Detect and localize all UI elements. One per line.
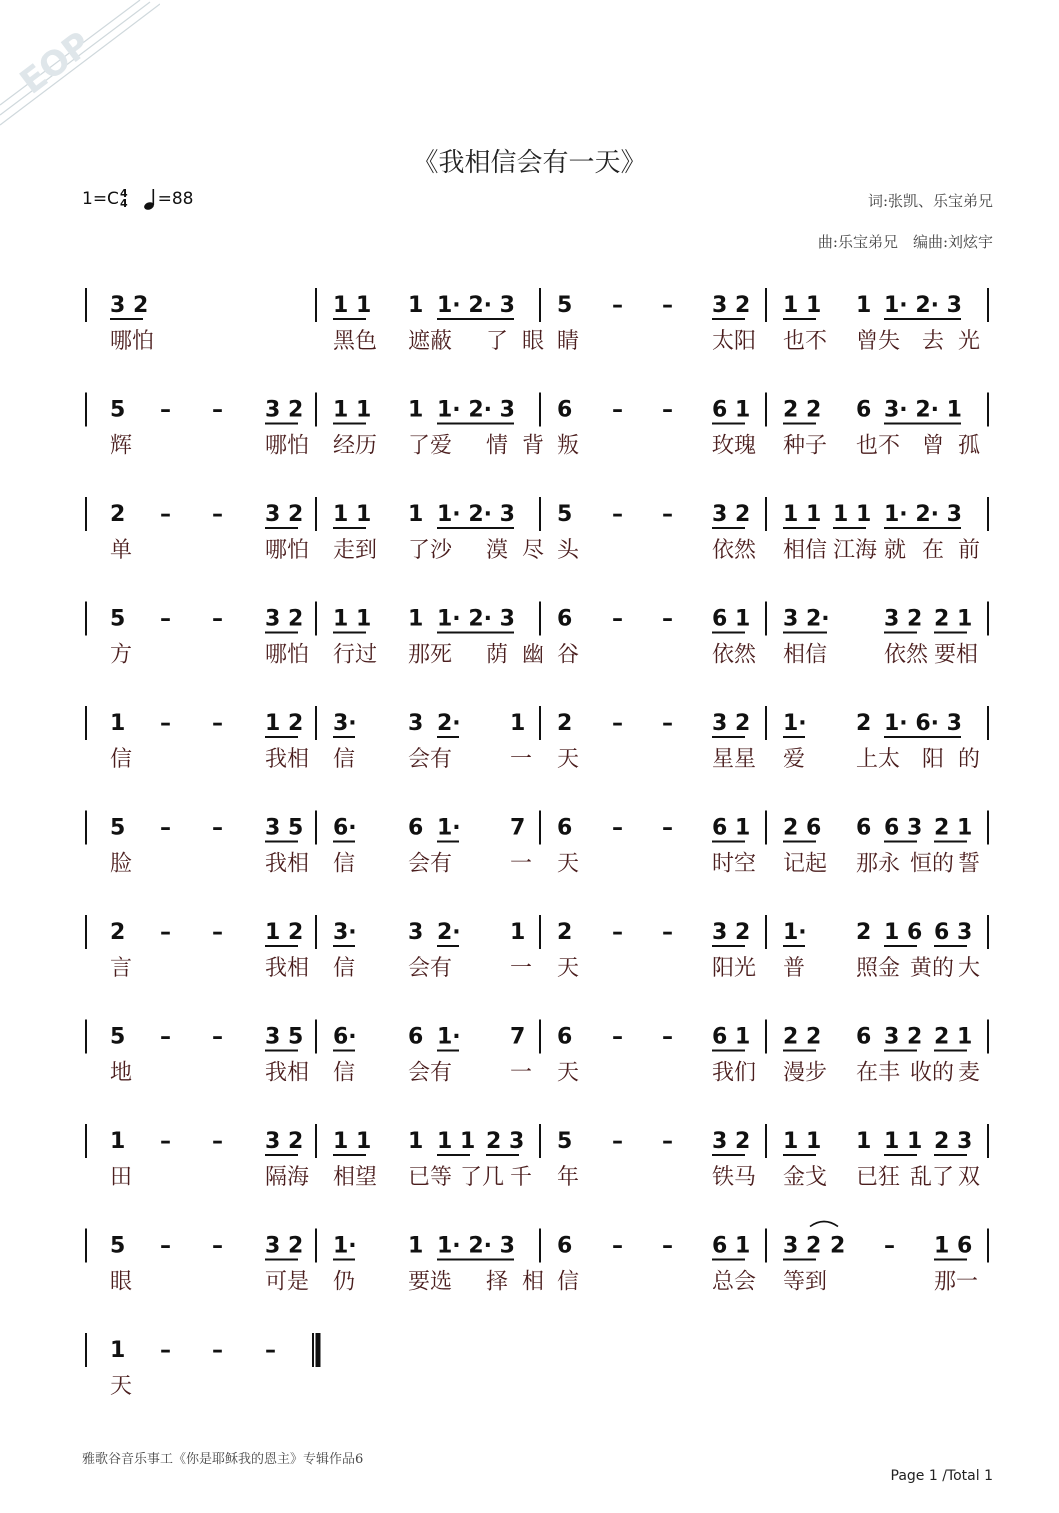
jianpu-note: –: [212, 1129, 223, 1154]
jianpu-note: 2: [557, 711, 573, 736]
jianpu-note: 1 1: [783, 1129, 822, 1154]
lyric-syllable: 隔海: [265, 1165, 310, 1190]
lyric-syllable: 信: [333, 1060, 356, 1086]
lyric-syllable: 我相: [265, 747, 310, 772]
lyric-syllable: 种子: [783, 433, 828, 459]
jianpu-note: –: [612, 711, 623, 736]
lyric-syllable: 信: [557, 1269, 580, 1295]
lyric-syllable: 信: [333, 956, 356, 981]
lyric-syllable: 江海: [833, 538, 878, 563]
jianpu-note: 2 3: [486, 1129, 525, 1154]
jianpu-note: –: [160, 1233, 171, 1259]
jianpu-note: –: [612, 1129, 623, 1154]
jianpu-note: 1: [408, 397, 424, 423]
jianpu-note: 3· 2· 1: [884, 397, 962, 423]
jianpu-note: 6: [408, 815, 424, 841]
lyric-syllable: 一: [510, 956, 533, 981]
lyric-syllable: 大: [958, 956, 981, 981]
lyric-syllable: 玫瑰: [712, 433, 757, 459]
jianpu-note: 3 2: [712, 920, 751, 945]
jianpu-note: –: [265, 1338, 276, 1363]
jianpu-note: 6 1: [712, 606, 751, 632]
jianpu-note: 2: [830, 1233, 846, 1259]
lyric-syllable: 睛: [557, 329, 580, 354]
lyric-syllable: 金戈: [783, 1165, 828, 1190]
lyric-syllable: 地: [110, 1060, 133, 1086]
lyric-syllable: 经历: [333, 433, 378, 459]
lyric-syllable: 我相: [265, 1060, 310, 1086]
lyric-syllable: 要相: [934, 642, 979, 668]
jianpu-note: –: [662, 1024, 673, 1050]
lyric-syllable: 漫步: [783, 1060, 828, 1086]
lyric-syllable: 漠: [486, 538, 509, 563]
jianpu-note: 6·: [333, 1024, 357, 1050]
jianpu-note: 1: [408, 606, 424, 632]
jianpu-note: 2 2: [783, 397, 822, 423]
lyric-syllable: 天: [557, 851, 580, 877]
jianpu-note: –: [612, 1024, 623, 1050]
jianpu-note: 3 2: [265, 606, 304, 632]
jianpu-note: 1·: [333, 1233, 357, 1259]
lyric-syllable: 天: [557, 956, 580, 981]
jianpu-note: 1 1: [833, 502, 872, 527]
lyric-syllable: 黄的: [910, 956, 955, 981]
lyric-syllable: 去: [922, 329, 945, 354]
lyric-syllable: 一: [510, 851, 533, 877]
jianpu-note: 2: [856, 711, 872, 736]
lyric-syllable: 爱: [783, 747, 806, 772]
lyric-syllable: 孤: [958, 433, 981, 459]
jianpu-note: 1 1: [783, 293, 822, 318]
jianpu-note: –: [662, 502, 673, 527]
lyric-syllable: 信: [110, 747, 133, 772]
jianpu-note: 6: [557, 1233, 573, 1259]
jianpu-note: –: [612, 815, 623, 841]
jianpu-note: –: [662, 397, 673, 423]
jianpu-note: –: [160, 711, 171, 736]
jianpu-note: 1·: [437, 1024, 461, 1050]
jianpu-note: 3 2: [712, 1129, 751, 1154]
lyric-syllable: 头: [557, 538, 580, 563]
lyric-syllable: 天: [110, 1374, 133, 1399]
jianpu-note: 3 2: [712, 711, 751, 736]
tie-arc: [810, 1222, 838, 1227]
lyric-syllable: 相: [522, 1269, 545, 1295]
jianpu-note: 1·: [437, 815, 461, 841]
lyric-syllable: 行过: [333, 642, 378, 668]
jianpu-note: 1· 6· 3: [884, 711, 962, 736]
jianpu-note: 1 1: [437, 1129, 476, 1154]
jianpu-note: 2 1: [934, 815, 973, 841]
jianpu-note: 1 1: [333, 397, 372, 423]
jianpu-note: –: [160, 815, 171, 841]
jianpu-note: 5: [110, 1024, 126, 1050]
jianpu-note: –: [884, 1233, 895, 1259]
lyric-syllable: 哪怕: [110, 329, 155, 354]
jianpu-note: –: [212, 711, 223, 736]
lyric-syllable: 荫: [486, 642, 509, 668]
jianpu-note: 1: [856, 1129, 872, 1154]
lyric-syllable: 了沙: [408, 538, 453, 563]
lyric-syllable: 那死: [408, 642, 453, 668]
jianpu-note: –: [612, 920, 623, 945]
jianpu-note: 1 2: [265, 711, 304, 736]
jianpu-note: 1 1: [333, 1129, 372, 1154]
jianpu-note: –: [212, 1024, 223, 1050]
jianpu-note: 1 6: [934, 1233, 973, 1259]
jianpu-note: 6 1: [712, 1233, 751, 1259]
jianpu-note: 2·: [437, 920, 461, 945]
jianpu-note: 1·: [783, 711, 807, 736]
jianpu-note: 1: [408, 502, 424, 527]
jianpu-note: 3 5: [265, 815, 304, 841]
jianpu-note: 6: [557, 1024, 573, 1050]
jianpu-note: 3·: [333, 711, 357, 736]
lyric-syllable: 曾失: [856, 329, 901, 354]
lyric-syllable: 那永: [856, 851, 901, 877]
jianpu-note: 1· 2· 3: [437, 397, 515, 423]
jianpu-note: 6: [856, 815, 872, 841]
jianpu-note: 1: [408, 1233, 424, 1259]
jianpu-note: 1· 2· 3: [884, 502, 962, 527]
lyric-syllable: 普: [783, 956, 806, 981]
jianpu-note: 1: [510, 920, 526, 945]
time-den: 4: [119, 197, 128, 210]
jianpu-note: –: [662, 920, 673, 945]
lyric-syllable: 我相: [265, 851, 310, 877]
lyric-syllable: 叛: [557, 433, 580, 459]
lyric-syllable: 也不: [856, 433, 901, 459]
jianpu-note: 2 1: [934, 1024, 973, 1050]
jianpu-note: 2 3: [934, 1129, 973, 1154]
jianpu-note: 1: [110, 711, 126, 736]
time-num: 4: [119, 187, 128, 200]
lyric-syllable: 方: [110, 642, 133, 668]
jianpu-note: 2: [110, 502, 126, 527]
jianpu-note: –: [160, 1024, 171, 1050]
lyric-syllable: 依然: [884, 642, 929, 668]
lyric-syllable: 也不: [783, 329, 828, 354]
lyric-syllable: 曾: [922, 433, 945, 459]
lyric-syllable: 遮蔽: [408, 329, 453, 354]
jianpu-note: 1: [110, 1338, 126, 1363]
lyric-syllable: 田: [110, 1165, 133, 1190]
lyric-syllable: 一: [510, 747, 533, 772]
lyric-syllable: 我相: [265, 956, 310, 981]
jianpu-note: 5: [110, 606, 126, 632]
lyric-syllable: 眼: [522, 329, 545, 354]
jianpu-note: 3 2: [110, 293, 149, 318]
jianpu-note: 3 2: [265, 502, 304, 527]
jianpu-note: 6 1: [712, 815, 751, 841]
jianpu-note: –: [612, 397, 623, 423]
jianpu-note: 7: [510, 815, 526, 841]
jianpu-note: 3 2: [884, 1024, 923, 1050]
lyric-syllable: 尽: [522, 538, 545, 563]
jianpu-note: –: [160, 606, 171, 632]
lyric-syllable: 脸: [110, 851, 133, 877]
lyric-syllable: 阳光: [712, 956, 757, 981]
lyric-syllable: 了爱: [408, 433, 453, 459]
jianpu-note: 6: [557, 397, 573, 423]
jianpu-note: 1· 2· 3: [884, 293, 962, 318]
jianpu-note: 1· 2· 3: [437, 1233, 515, 1259]
lyric-syllable: 背: [522, 433, 545, 459]
jianpu-note: –: [212, 815, 223, 841]
jianpu-note: 6 1: [712, 397, 751, 423]
jianpu-note: –: [662, 606, 673, 632]
page-number: Page 1 /Total 1: [890, 1468, 993, 1484]
lyric-syllable: 走到: [333, 538, 378, 563]
jianpu-note: 6 3: [884, 815, 923, 841]
watermark-text: EOP: [12, 24, 99, 103]
jianpu-note: –: [160, 397, 171, 423]
lyric-syllable: 千: [510, 1165, 533, 1190]
jianpu-note: 3 2: [712, 293, 751, 318]
composer-credit: 曲:乐宝弟兄 编曲:刘炫宇: [817, 233, 993, 251]
lyric-syllable: 了几: [460, 1165, 505, 1190]
lyric-syllable: 要选: [408, 1269, 453, 1295]
jianpu-note: –: [212, 606, 223, 632]
jianpu-note: 1 1: [333, 606, 372, 632]
jianpu-note: 1 1: [333, 502, 372, 527]
jianpu-note: 1·: [783, 920, 807, 945]
lyric-syllable: 仍: [333, 1269, 356, 1295]
jianpu-note: 3 2: [783, 1233, 822, 1259]
jianpu-note: –: [612, 293, 623, 318]
lyric-syllable: 辉: [110, 433, 133, 459]
album-footer: 雅歌谷音乐事工《你是耶稣我的恩主》专辑作品6: [82, 1452, 364, 1467]
lyric-syllable: 星星: [712, 747, 757, 772]
lyric-syllable: 我们: [712, 1060, 757, 1086]
lyric-syllable: 时空: [712, 851, 757, 877]
lyric-syllable: 照金: [856, 956, 901, 981]
jianpu-note: 6: [856, 397, 872, 423]
jianpu-note: –: [160, 1338, 171, 1363]
lyric-syllable: 谷: [557, 642, 580, 668]
jianpu-note: 6 1: [712, 1024, 751, 1050]
lyric-syllable: 的: [958, 747, 981, 772]
lyric-syllable: 黑色: [333, 329, 378, 354]
jianpu-note: –: [160, 502, 171, 527]
jianpu-note: –: [212, 1233, 223, 1259]
jianpu-note: –: [662, 815, 673, 841]
jianpu-note: 6: [557, 606, 573, 632]
jianpu-note: 2: [856, 920, 872, 945]
jianpu-note: 2 6: [783, 815, 822, 841]
lyric-syllable: 年: [557, 1165, 580, 1190]
jianpu-note: 1 1: [884, 1129, 923, 1154]
jianpu-note: –: [212, 397, 223, 423]
jianpu-note: 5: [110, 815, 126, 841]
jianpu-note: 2 2: [783, 1024, 822, 1050]
lyric-syllable: 信: [333, 851, 356, 877]
jianpu-note: 6·: [333, 815, 357, 841]
lyric-syllable: 已等: [408, 1165, 453, 1190]
jianpu-note: –: [212, 502, 223, 527]
jianpu-note: 3 2: [265, 397, 304, 423]
jianpu-note: 5: [557, 502, 573, 527]
jianpu-note: 6: [856, 1024, 872, 1050]
lyric-syllable: 依然: [712, 642, 757, 668]
lyric-syllable: 相信: [783, 642, 828, 668]
lyric-syllable: 在丰: [856, 1060, 901, 1086]
tempo: =88: [157, 189, 194, 209]
jianpu-note: 2 1: [934, 606, 973, 632]
jianpu-note: 3: [408, 711, 424, 736]
song-title: 《我相信会有一天》: [412, 148, 647, 178]
jianpu-note: 3 2: [712, 502, 751, 527]
jianpu-note: 1: [110, 1129, 126, 1154]
jianpu-note: 5: [557, 1129, 573, 1154]
jianpu-note: 5: [110, 1233, 126, 1259]
lyric-syllable: 前: [958, 538, 981, 563]
lyric-syllable: 哪怕: [265, 642, 310, 668]
lyric-syllable: 双: [958, 1165, 981, 1190]
jianpu-note: 1: [408, 293, 424, 318]
jianpu-note: 1· 2· 3: [437, 293, 515, 318]
jianpu-note: 3 2: [265, 1233, 304, 1259]
lyric-syllable: 相望: [333, 1165, 378, 1190]
lyric-syllable: 誓: [958, 851, 981, 877]
lyric-syllable: 就: [884, 538, 907, 563]
jianpu-note: 2: [557, 920, 573, 945]
jianpu-note: 1· 2· 3: [437, 502, 515, 527]
key-prefix: 1=C: [82, 189, 119, 209]
lyric-syllable: 收的: [910, 1060, 955, 1086]
jianpu-note: –: [612, 606, 623, 632]
jianpu-note: 3 2·: [783, 606, 830, 632]
jianpu-note: –: [160, 1129, 171, 1154]
lyric-syllable: 了: [486, 329, 509, 354]
lyric-syllable: 已狂: [856, 1165, 901, 1190]
jianpu-note: 3: [408, 920, 424, 945]
jianpu-note: –: [612, 502, 623, 527]
lyric-syllable: 乱了: [910, 1165, 955, 1190]
jianpu-note: 3·: [333, 920, 357, 945]
lyric-syllable: 天: [557, 1060, 580, 1086]
lyric-syllable: 阳: [922, 747, 945, 772]
jianpu-note: 2: [110, 920, 126, 945]
lyric-syllable: 幽: [522, 642, 545, 668]
jianpu-note: 1: [510, 711, 526, 736]
jianpu-note: 6: [408, 1024, 424, 1050]
lyric-syllable: 可是: [265, 1269, 310, 1295]
lyric-syllable: 太阳: [712, 329, 757, 354]
lyric-syllable: 上太: [856, 747, 901, 772]
lyric-syllable: 会有: [408, 851, 453, 877]
lyric-syllable: 会有: [408, 1060, 453, 1086]
jianpu-note: 3 2: [265, 1129, 304, 1154]
lyric-syllable: 情: [486, 433, 509, 459]
lyric-syllable: 信: [333, 747, 356, 772]
jianpu-note: 2·: [437, 711, 461, 736]
jianpu-note: 1 2: [265, 920, 304, 945]
jianpu-note: 6: [557, 815, 573, 841]
jianpu-note: 1· 2· 3: [437, 606, 515, 632]
lyric-syllable: 一: [510, 1060, 533, 1086]
lyric-syllable: 言: [110, 956, 133, 981]
lyric-syllable: 天: [557, 747, 580, 772]
lyric-syllable: 那一: [934, 1269, 979, 1295]
lyric-syllable: 在: [922, 538, 945, 563]
jianpu-note: 3 5: [265, 1024, 304, 1050]
jianpu-note: –: [662, 293, 673, 318]
jianpu-note: 1 1: [333, 293, 372, 318]
jianpu-note: 5: [557, 293, 573, 318]
lyric-syllable: 光: [958, 329, 981, 354]
lyric-syllable: 会有: [408, 956, 453, 981]
lyric-syllable: 总会: [712, 1269, 757, 1295]
jianpu-note: –: [662, 711, 673, 736]
jianpu-note: –: [160, 920, 171, 945]
jianpu-note: –: [612, 1233, 623, 1259]
lyric-syllable: 依然: [712, 538, 757, 563]
jianpu-note: 1 1: [783, 502, 822, 527]
lyric-syllable: 等到: [783, 1269, 828, 1295]
jianpu-note: 1 6: [884, 920, 923, 945]
lyric-syllable: 相信: [783, 538, 828, 563]
jianpu-note: 1: [856, 293, 872, 318]
jianpu-note: –: [662, 1233, 673, 1259]
lyric-syllable: 眼: [110, 1269, 133, 1295]
jianpu-note: 1: [408, 1129, 424, 1154]
lyric-syllable: 记起: [783, 851, 828, 877]
lyric-syllable: 择: [486, 1269, 509, 1295]
lyricist-credit: 词:张凯、乐宝弟兄: [867, 192, 993, 210]
jianpu-note: 6 3: [934, 920, 973, 945]
lyric-syllable: 哪怕: [265, 538, 310, 563]
lyric-syllable: 麦: [958, 1060, 981, 1086]
jianpu-note: –: [662, 1129, 673, 1154]
jianpu-note: 3 2: [884, 606, 923, 632]
jianpu-note: –: [212, 920, 223, 945]
lyric-syllable: 哪怕: [265, 433, 310, 459]
jianpu-note: –: [212, 1338, 223, 1363]
lyric-syllable: 会有: [408, 747, 453, 772]
lyric-syllable: 恒的: [910, 851, 955, 877]
jianpu-note: 7: [510, 1024, 526, 1050]
jianpu-note: 5: [110, 397, 126, 423]
lyric-syllable: 铁马: [712, 1165, 757, 1190]
lyric-syllable: 单: [110, 538, 133, 563]
